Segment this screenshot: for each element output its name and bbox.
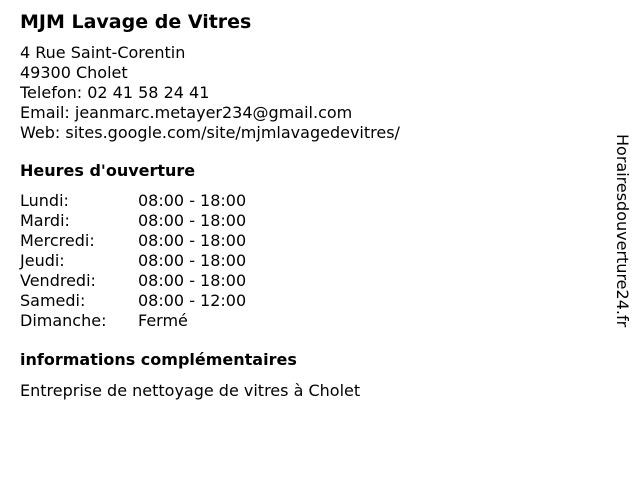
hours-day: Mercredi: <box>20 231 95 250</box>
hours-time: 08:00 - 18:00 <box>138 251 247 270</box>
hours-time: 08:00 - 18:00 <box>138 271 247 290</box>
phone-number: Telefon: 02 41 58 24 41 <box>20 83 210 102</box>
hours-row-vendredi <box>20 271 600 291</box>
email-address: Email: jeanmarc.metayer234@gmail.com <box>20 103 353 122</box>
hours-row-lundi <box>20 191 600 211</box>
additional-info-text: Entreprise de nettoyage de vitres à Cholet <box>20 381 361 400</box>
hours-day: Dimanche: <box>20 311 107 330</box>
opening-hours-heading: Heures d'ouverture <box>20 161 196 180</box>
hours-time: Fermé <box>138 311 188 330</box>
hours-row-samedi <box>20 291 600 311</box>
hours-row-jeudi <box>20 251 600 271</box>
opening-hours-table <box>20 191 600 331</box>
hours-day: Mardi: <box>20 211 70 230</box>
hours-time: 08:00 - 18:00 <box>138 231 247 250</box>
hours-time: 08:00 - 18:00 <box>138 211 247 230</box>
additional-info-heading: informations complémentaires <box>20 350 297 369</box>
hours-day: Lundi: <box>20 191 69 210</box>
hours-row-mardi <box>20 211 600 231</box>
contact-details <box>20 43 600 143</box>
hours-row-dimanche <box>20 311 600 331</box>
business-name: MJM Lavage de Vitres <box>20 11 252 33</box>
address-street: 4 Rue Saint-Corentin <box>20 43 186 62</box>
hours-day: Samedi: <box>20 291 86 310</box>
website: Web: sites.google.com/site/mjmlavagedevitres/ <box>20 123 400 142</box>
business-card <box>20 10 600 401</box>
hours-time: 08:00 - 18:00 <box>138 191 247 210</box>
hours-time: 08:00 - 12:00 <box>138 291 247 310</box>
hours-day: Vendredi: <box>20 271 96 290</box>
hours-day: Jeudi: <box>20 251 65 270</box>
site-watermark: Horairesdouverture24.fr <box>613 134 632 328</box>
address-city: 49300 Cholet <box>20 63 128 82</box>
hours-row-mercredi <box>20 231 600 251</box>
